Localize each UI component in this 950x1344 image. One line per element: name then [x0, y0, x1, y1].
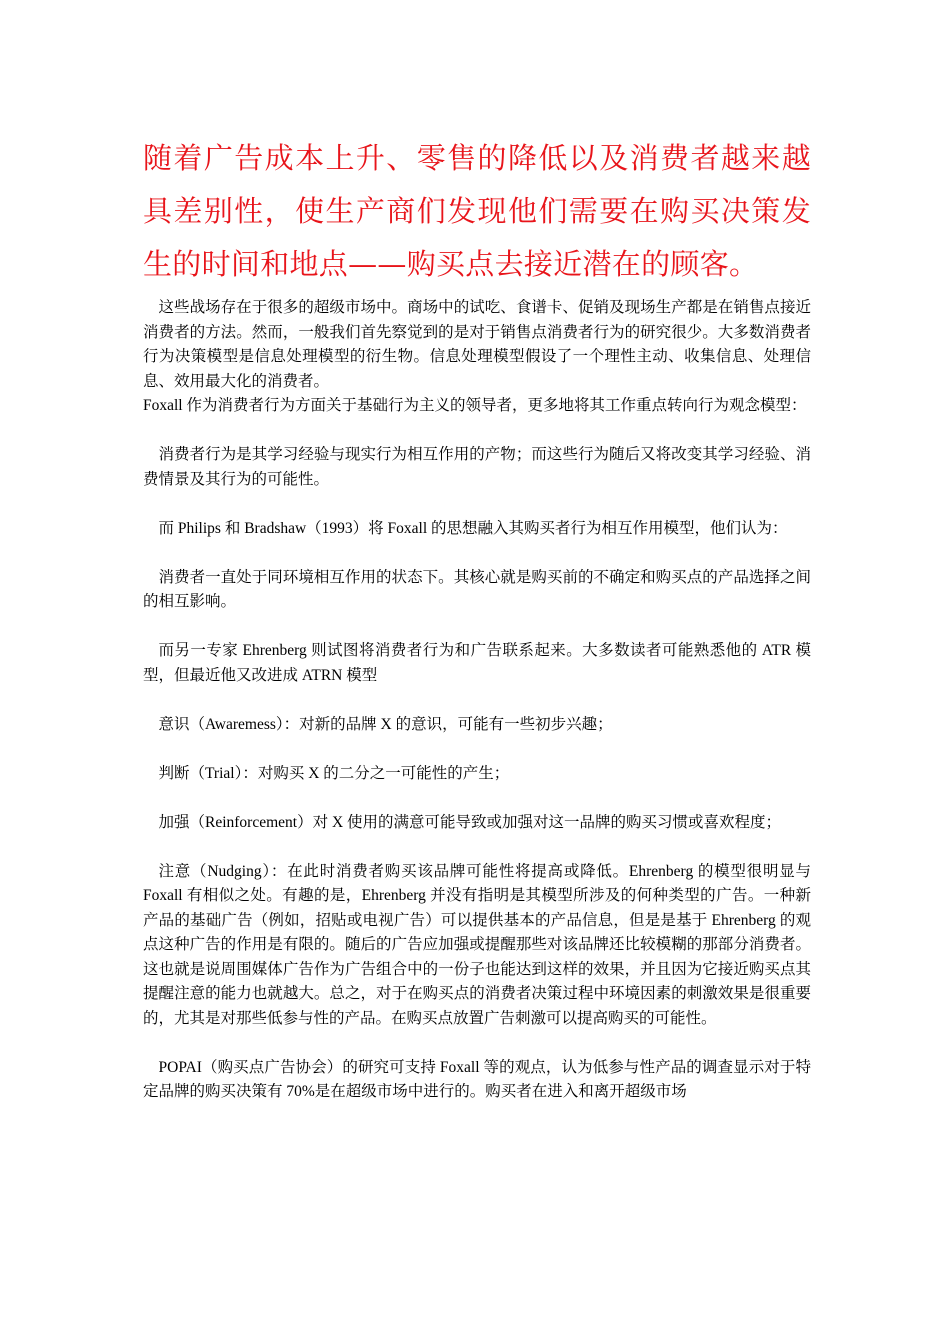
paragraph: 消费者行为是其学习经验与现实行为相互作用的产物；而这些行为随后又将改变其学习经验、消费情景及其行为的可能性。	[143, 446, 811, 488]
paragraph: 而 Philips 和 Bradshaw（1993）将 Foxall 的思想融入其购买者行为相互作用模型，他们认为：	[158, 519, 788, 537]
paragraph: 判断（Trial）：对购买 X 的二分之一可能性的产生；	[158, 764, 510, 782]
paragraph: Foxall 作为消费者行为方面关于基础行为主义的领导者，更多地将其工作重点转向行为观念模型：	[143, 397, 807, 414]
paragraph: 而另一专家 Ehrenberg 则试图将消费者行为和广告联系起来。大多数读者可能熟悉他的 ATR 模型，但最近他又改进成 ATRN 模型	[143, 642, 811, 684]
document-body	[143, 296, 811, 1105]
paragraph: 消费者一直处于同环境相互作用的状态下。其核心就是购买前的不确定和购买点的产品选择之间的相互影响。	[143, 568, 811, 610]
paragraph: POPAI（购买点广告协会）的研究可支持 Foxall 等的观点，认为低参与性产品的调查显示对于特定品牌的购买决策有 70%是在超级市场中进行的。购买者在进入和离开超级市场	[143, 1058, 811, 1100]
paragraph: 意识（Awaremess）：对新的品牌 X 的意识，可能有一些初步兴趣；	[158, 715, 613, 733]
paragraph: 加强（Reinforcement）对 X 使用的满意可能导致或加强对这一品牌的购买习惯或喜欢程度；	[158, 813, 782, 831]
document-title: 随着广告成本上升、零售的降低以及消费者越来越具差别性，使生产商们发现他们需要在购买决策发生的时间和地点——购买点去接近潜在的顾客。	[143, 141, 811, 281]
paragraph: 这些战场存在于很多的超级市场中。商场中的试吃、食谱卡、促销及现场生产都是在销售点接近消费者的方法。然而，一般我们首先察觉到的是对于销售点消费者行为的研究很少。大多数消费者行为决策模型是信息处理模型的衍生物。信息处理模型假设了一个理性主动、收集信息、处理信息、效用最大化的消费者。	[143, 299, 811, 390]
paragraph: 注意（Nudging）：在此时消费者购买该品牌可能性将提高或降低。Ehrenberg 的模型很明显与 Foxall 有相似之处。有趣的是，Ehrenberg 并没有指明是其模型所涉及的何种类型的广告。一种新产品的基础广告（例如，招贴或电视广告）可以提供基本的产品信息，但是是基于 Ehrenberg 的观点这种广告的作用是有限的。随后的广告应加强或提醒那些对该品牌还比较模糊的那部分消费者。这也就是说周围媒体广告作为广告组合中的一份子也能达到这样的效果，并且因为它接近购买点其提醒注意的能力也就越大。总之，对于在购买点的消费者决策过程中环境因素的刺激效果是很重要的，尤其是对那些低参与性的产品。在购买点放置广告刺激可以提高购买的可能性。	[143, 862, 811, 1027]
